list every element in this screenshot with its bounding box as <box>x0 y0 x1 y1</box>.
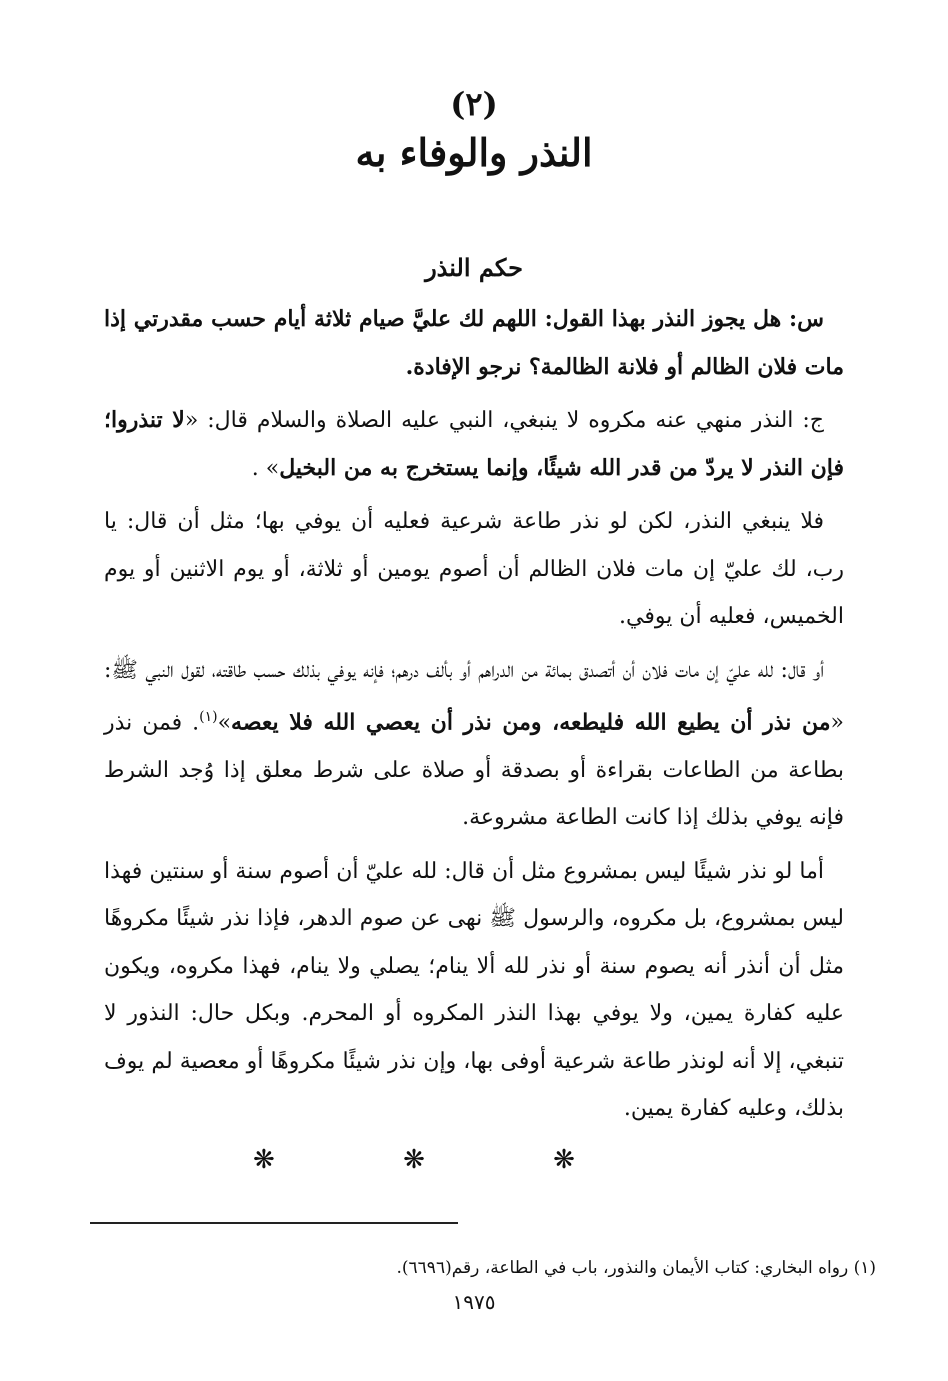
footnote: (١) رواه البخاري: كتاب الأيمان والنذور، باب في الطاعة، رقم(٦٦٩٦). <box>396 1258 876 1278</box>
answer-paragraph-4 <box>104 848 844 1133</box>
chapter-number: (٢) <box>450 85 498 123</box>
answer-paragraph-3 <box>104 647 844 842</box>
answer-paragraph-3-intro: أو قال: لله عليّ إن مات فلان أن أتصدق بمائة من الدراهم أو بألف درهم؛ فإنه يوفي بذلك حسب طاقته، لقول النبي ﷺ: « <box>104 657 844 736</box>
page-number: ١٩٧٥ <box>452 1290 496 1314</box>
hadith-quote-1: لا تنذروا؛ فإن النذر لا يردّ من قدر الله شيئًا، وإنما يستخرج به من البخيل <box>104 407 844 481</box>
answer-paragraph-3-outro: . فمن نذر بطاعة من الطاعات بقراءة أو بصدقة أو صلاة على شرط معلق إذا وُجد الشرط فإنه يوفي بذلك إذا كانت الطاعة مشروعة. <box>104 710 844 831</box>
question-paragraph <box>104 296 844 391</box>
answer-paragraph-2-text: فلا ينبغي النذر، لكن لو نذر طاعة شرعية فعليه أن يوفي بها؛ مثل أن قال: يا رب، لك عليّ إن مات فلان الظالم أن أصوم يومين أو ثلاثة، أو يوم الاثنين أو يوم الخميس، فعليه أن يوفي. <box>104 509 844 629</box>
answer-paragraph-2 <box>104 498 844 641</box>
question-text: س: هل يجوز النذر بهذا القول: اللهم لك عليَّ صيام ثلاثة أيام حسب مقدرتي إذا مات فلان الظالم أو فلانة الظالمة؟ نرجو الإفادة. <box>104 306 844 380</box>
answer-paragraph-3-outro-quote: » <box>217 710 232 736</box>
chapter-title: النذر والوفاء به <box>355 130 593 175</box>
section-title: حكم النذر <box>425 253 523 282</box>
answer-paragraph-4-text: أما لو نذر شيئًا ليس بمشروع مثل أن قال: لله عليّ أن أصوم سنة أو سنتين فهذا ليس بمشروع، بل مكروه، والرسول ﷺ نهى عن صوم الدهر، فإذا نذر شيئًا مكروهًا مثل أن أنذر أنه يصوم سنة أو نذر لله ألا ينام؛ يصلي ولا ينام، فهذا مكروه، ويكون عليه كفارة يمين، ولا يوفي بهذا النذر المكروه أو المحرم. وبكل حال: النذور لا تنبغي، إلا أنه لونذر طاعة شرعية أوفى بها، وإن نذر شيئًا مكروهًا أو معصية لم يوف بذلك، وعليه كفارة يمين. <box>104 858 844 1122</box>
footnote-ref[interactable]: (١) <box>199 709 218 725</box>
answer-intro: ج: النذر منهي عنه مكروه لا ينبغي، النبي عليه الصلاة والسلام قال: « <box>184 408 824 433</box>
section-separator: ❋ ❋ ❋ <box>253 1144 635 1175</box>
answer-paragraph-1 <box>104 397 844 492</box>
hadith-quote-2: من نذر أن يطيع الله فليطعه، ومن نذر أن يعصي الله فلا يعصه <box>231 709 831 736</box>
footnote-divider <box>90 1222 458 1224</box>
answer-outro: » . <box>251 455 280 481</box>
